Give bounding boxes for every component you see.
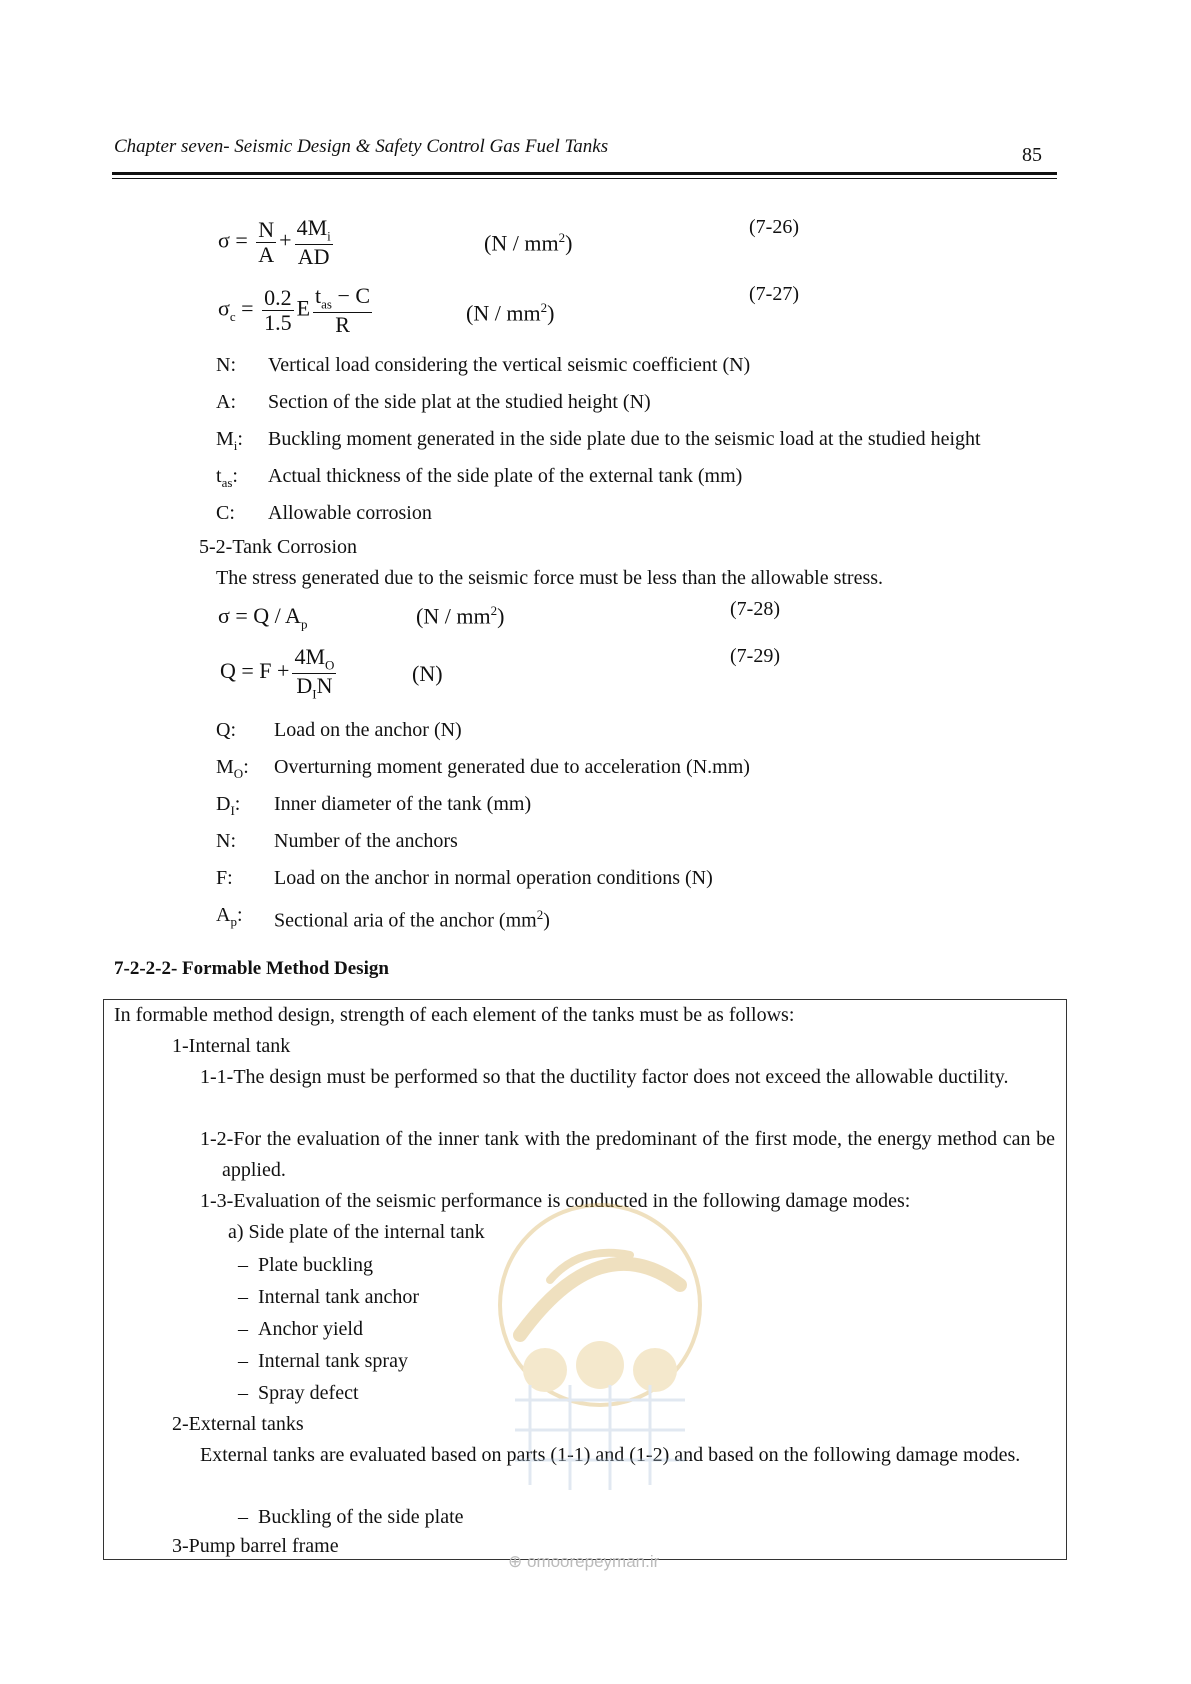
list-item: – Plate buckling bbox=[238, 1254, 373, 1276]
definition-item: C: Allowable corrosion bbox=[216, 502, 432, 524]
equation-number: (7-28) bbox=[730, 598, 780, 620]
definition-item: Q: Load on the anchor (N) bbox=[216, 719, 462, 741]
equation-7-26-unit: $(N / mm^2)$ bbox=[484, 230, 573, 256]
section-5-2-text: The stress generated due to the seismic force must be less than the allowable stress. bbox=[216, 567, 884, 589]
equation-7-29: Q = F + $\frac{4M_O}{D_IN}$ bbox=[220, 644, 335, 702]
box-paragraph-1-2: 1-2-For the evaluation of the inner tank with the predominant of the first mode, the energy method can be applied. bbox=[200, 1128, 1055, 1181]
equation-number: (7-29) bbox=[730, 645, 780, 667]
definition-item: $M_O$: Overturning moment generated due to acceleration (N.mm) bbox=[216, 756, 750, 781]
watermark-url: ⊕ omoorepeyman.ir bbox=[508, 1552, 660, 1571]
section-heading-7-2-2-2: 7-2-2-2- Formable Method Design bbox=[114, 958, 389, 979]
definition-list bbox=[216, 350, 1056, 535]
list-item: – Spray defect bbox=[238, 1382, 359, 1404]
box-heading-internal-tank: 1-Internal tank bbox=[172, 1035, 291, 1057]
definition-item: $M_i$: Buckling moment generated in the side plate due to the seismic load at the studied height bbox=[216, 428, 981, 453]
box-intro: In formable method design, strength of each element of the tanks must be as follows: bbox=[114, 1004, 795, 1026]
equation-number: (7-27) bbox=[749, 283, 799, 305]
box-paragraph-1-1: 1-1-The design must be performed so that the ductility factor does not exceed the allowable ductility. bbox=[200, 1066, 1009, 1088]
header-rule bbox=[112, 172, 1057, 175]
equation-7-26: σ = $\frac{N}{A}$ + $\frac{4M_i}{AD}$ bbox=[218, 215, 331, 269]
box-heading-external-tanks: 2-External tanks bbox=[172, 1413, 304, 1435]
equation-7-27: $\sigma_c$ = $\frac{0.2}{1.5}$ E $\frac{t_{as} - C}{R}$ bbox=[218, 283, 371, 337]
definition-item: $t_{as}$: Actual thickness of the side plate of the external tank (mm) bbox=[216, 465, 743, 490]
list-item: – Anchor yield bbox=[238, 1318, 363, 1340]
list-item: – Internal tank spray bbox=[238, 1350, 408, 1372]
list-item: – Buckling of the side plate bbox=[238, 1506, 464, 1528]
globe-icon: ⊕ bbox=[508, 1552, 523, 1571]
equation-7-29-unit: (N) bbox=[412, 661, 443, 686]
box-paragraph-1-3: 1-3-Evaluation of the seismic performance is conducted in the following damage modes: bbox=[200, 1190, 911, 1212]
equation-7-27-unit: $(N / mm^2)$ bbox=[466, 300, 555, 326]
list-item: – Internal tank anchor bbox=[238, 1286, 420, 1308]
equation-number: (7-26) bbox=[749, 216, 799, 238]
box-heading-pump-barrel: 3-Pump barrel frame bbox=[172, 1535, 339, 1557]
running-header: Chapter seven- Seismic Design & Safety Control Gas Fuel Tanks bbox=[114, 136, 609, 157]
box-sub-item-a: a) Side plate of the internal tank bbox=[228, 1221, 485, 1243]
definition-item: N: Vertical load considering the vertical seismic coefficient (N) bbox=[216, 354, 751, 376]
definition-item: N: Number of the anchors bbox=[216, 830, 458, 852]
definition-item: A: Section of the side plat at the studied height (N) bbox=[216, 391, 651, 413]
watermark-logo bbox=[490, 1185, 710, 1515]
box-paragraph-2: External tanks are evaluated based on parts (1-1) and (1-2) and based on the following damage modes. bbox=[200, 1444, 1021, 1466]
definition-list bbox=[216, 715, 1056, 937]
section-heading-5-2: 5-2-Tank Corrosion bbox=[199, 536, 358, 558]
equation-7-28-unit: $(N / mm^2)$ bbox=[416, 603, 505, 629]
bullet-list bbox=[238, 1249, 419, 1409]
definition-item: $A_p$: Sectional aria of the anchor $(mm^2)$ bbox=[216, 904, 550, 932]
header-rule-thin bbox=[112, 178, 1057, 179]
definition-item: F: Load on the anchor in normal operation conditions (N) bbox=[216, 867, 713, 889]
definition-item: $D_I$: Inner diameter of the tank (mm) bbox=[216, 793, 532, 818]
equation-7-28: $\sigma = Q / A_p$ bbox=[218, 603, 308, 632]
page-number: 85 bbox=[1022, 144, 1042, 166]
